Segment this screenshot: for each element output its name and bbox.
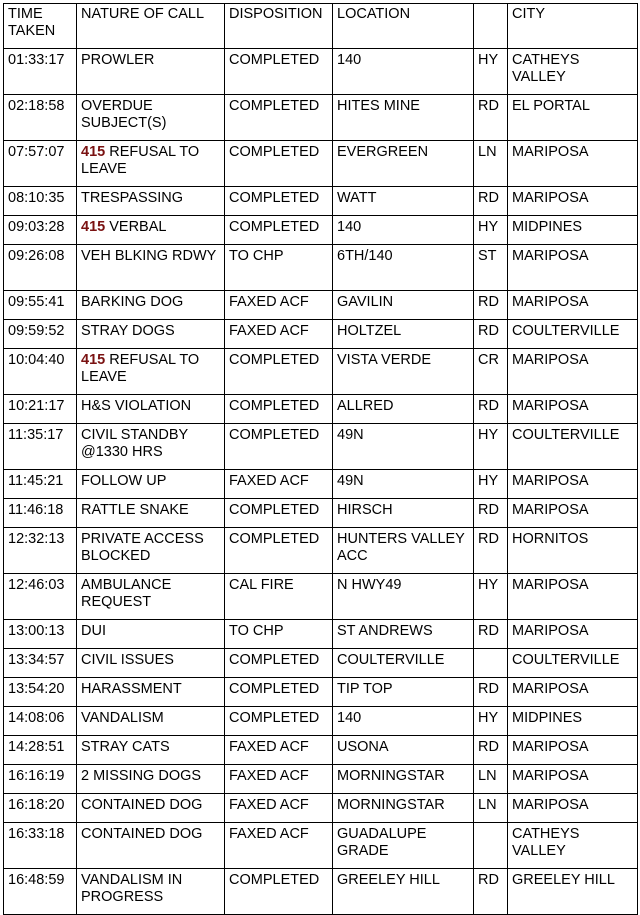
nature-text: DUI xyxy=(81,623,106,639)
cell-time-taken: 09:55:41 xyxy=(4,291,77,320)
table-row xyxy=(4,794,638,823)
cell-location: GREELEY HILL xyxy=(333,869,474,915)
cell-disposition: COMPLETED xyxy=(225,424,333,470)
cell-nature-of-call xyxy=(77,707,225,736)
penal-code: 415 xyxy=(81,219,106,235)
cell-street-suffix: RD xyxy=(474,499,508,528)
cell-city: GREELEY HILL xyxy=(508,869,638,915)
cell-street-suffix: HY xyxy=(474,574,508,620)
cell-nature-of-call xyxy=(77,49,225,95)
table-row xyxy=(4,649,638,678)
call-log-body xyxy=(4,49,638,915)
cell-nature-of-call xyxy=(77,470,225,499)
cell-street-suffix: HY xyxy=(474,707,508,736)
table-row xyxy=(4,736,638,765)
nature-text: VANDALISM IN PROGRESS xyxy=(81,872,183,905)
cell-disposition: COMPLETED xyxy=(225,707,333,736)
nature-text: STRAY CATS xyxy=(81,739,170,755)
table-row xyxy=(4,320,638,349)
cell-location: 140 xyxy=(333,707,474,736)
cell-street-suffix: RD xyxy=(474,869,508,915)
cell-nature-of-call xyxy=(77,291,225,320)
cell-location: EVERGREEN xyxy=(333,141,474,187)
cell-nature-of-call xyxy=(77,395,225,424)
cell-time-taken: 14:28:51 xyxy=(4,736,77,765)
cell-city: COULTERVILLE xyxy=(508,649,638,678)
cell-city: COULTERVILLE xyxy=(508,320,638,349)
cell-time-taken: 13:54:20 xyxy=(4,678,77,707)
cell-city: MARIPOSA xyxy=(508,736,638,765)
cell-nature-of-call xyxy=(77,320,225,349)
table-row xyxy=(4,216,638,245)
cell-city: COULTERVILLE xyxy=(508,424,638,470)
cell-location: ALLRED xyxy=(333,395,474,424)
penal-code: 415 xyxy=(81,144,106,160)
cell-disposition: COMPLETED xyxy=(225,649,333,678)
cell-disposition: COMPLETED xyxy=(225,187,333,216)
cell-city: MIDPINES xyxy=(508,216,638,245)
cell-time-taken: 09:59:52 xyxy=(4,320,77,349)
cell-street-suffix: RD xyxy=(474,320,508,349)
cell-nature-of-call xyxy=(77,95,225,141)
cell-location: HIRSCH xyxy=(333,499,474,528)
cell-time-taken: 01:33:17 xyxy=(4,49,77,95)
cell-disposition: COMPLETED xyxy=(225,678,333,707)
nature-text: RATTLE SNAKE xyxy=(81,502,189,518)
cell-location: 140 xyxy=(333,49,474,95)
cell-street-suffix: RD xyxy=(474,95,508,141)
cell-time-taken: 12:32:13 xyxy=(4,528,77,574)
cell-time-taken: 16:48:59 xyxy=(4,869,77,915)
cell-location: HUNTERS VALLEY ACC xyxy=(333,528,474,574)
cell-time-taken: 10:04:40 xyxy=(4,349,77,395)
cell-city: MARIPOSA xyxy=(508,499,638,528)
cell-nature-of-call xyxy=(77,499,225,528)
table-row xyxy=(4,678,638,707)
table-row xyxy=(4,349,638,395)
cell-nature-of-call xyxy=(77,245,225,291)
cell-city: CATHEYS VALLEY xyxy=(508,823,638,869)
cell-location: 49N xyxy=(333,470,474,499)
header-disposition: DISPOSITION xyxy=(225,4,333,49)
nature-text: BARKING DOG xyxy=(81,294,184,310)
nature-text: H&S VIOLATION xyxy=(81,398,192,414)
cell-street-suffix: RD xyxy=(474,620,508,649)
cell-time-taken: 13:34:57 xyxy=(4,649,77,678)
cell-disposition: FAXED ACF xyxy=(225,794,333,823)
cell-city: MARIPOSA xyxy=(508,245,638,291)
cell-location: 140 xyxy=(333,216,474,245)
cell-street-suffix: LN xyxy=(474,141,508,187)
cell-city: CATHEYS VALLEY xyxy=(508,49,638,95)
header-time-taken: TIME TAKEN xyxy=(4,4,77,49)
cell-location: TIP TOP xyxy=(333,678,474,707)
cell-city: MARIPOSA xyxy=(508,141,638,187)
cell-city: MARIPOSA xyxy=(508,187,638,216)
nature-text: OVERDUE SUBJECT(S) xyxy=(81,98,167,131)
cell-location: WATT xyxy=(333,187,474,216)
cell-disposition: FAXED ACF xyxy=(225,736,333,765)
table-row xyxy=(4,620,638,649)
cell-city: MARIPOSA xyxy=(508,794,638,823)
cell-street-suffix: RD xyxy=(474,528,508,574)
cell-location: 49N xyxy=(333,424,474,470)
cell-disposition: FAXED ACF xyxy=(225,823,333,869)
cell-location: VISTA VERDE xyxy=(333,349,474,395)
cell-time-taken: 09:26:08 xyxy=(4,245,77,291)
cell-disposition: COMPLETED xyxy=(225,49,333,95)
cell-disposition: FAXED ACF xyxy=(225,320,333,349)
cell-disposition: COMPLETED xyxy=(225,349,333,395)
cell-street-suffix: ST xyxy=(474,245,508,291)
nature-text: VANDALISM xyxy=(81,710,164,726)
cell-disposition: CAL FIRE xyxy=(225,574,333,620)
nature-text: CIVIL STANDBY @1330 HRS xyxy=(81,427,188,460)
cell-nature-of-call xyxy=(77,869,225,915)
cell-time-taken: 11:46:18 xyxy=(4,499,77,528)
cell-disposition: COMPLETED xyxy=(225,528,333,574)
table-row xyxy=(4,765,638,794)
cell-city: MIDPINES xyxy=(508,707,638,736)
table-row xyxy=(4,245,638,291)
cell-time-taken: 14:08:06 xyxy=(4,707,77,736)
header-city: CITY xyxy=(508,4,638,49)
cell-time-taken: 09:03:28 xyxy=(4,216,77,245)
cell-nature-of-call xyxy=(77,141,225,187)
cell-location: N HWY49 xyxy=(333,574,474,620)
nature-text: REFUSAL TO LEAVE xyxy=(81,144,200,177)
cell-city: MARIPOSA xyxy=(508,574,638,620)
nature-text: PRIVATE ACCESS BLOCKED xyxy=(81,531,204,564)
header-nature-of-call: NATURE OF CALL xyxy=(77,4,225,49)
cell-street-suffix: LN xyxy=(474,794,508,823)
cell-time-taken: 11:35:17 xyxy=(4,424,77,470)
nature-text: FOLLOW UP xyxy=(81,473,167,489)
cell-street-suffix xyxy=(474,823,508,869)
table-row xyxy=(4,528,638,574)
nature-text: TRESPASSING xyxy=(81,190,184,206)
cell-street-suffix: RD xyxy=(474,736,508,765)
penal-code: 415 xyxy=(81,352,106,368)
cell-street-suffix: RD xyxy=(474,187,508,216)
cell-disposition: TO CHP xyxy=(225,620,333,649)
nature-text: AMBULANCE REQUEST xyxy=(81,577,172,610)
cell-nature-of-call xyxy=(77,620,225,649)
cell-nature-of-call xyxy=(77,187,225,216)
table-row xyxy=(4,395,638,424)
cell-time-taken: 16:33:18 xyxy=(4,823,77,869)
nature-text: PROWLER xyxy=(81,52,155,68)
cell-location: MORNINGSTAR xyxy=(333,765,474,794)
cell-street-suffix: RD xyxy=(474,678,508,707)
cell-city: MARIPOSA xyxy=(508,291,638,320)
cell-disposition: FAXED ACF xyxy=(225,765,333,794)
cell-nature-of-call xyxy=(77,823,225,869)
nature-text: CONTAINED DOG xyxy=(81,826,203,842)
cell-nature-of-call xyxy=(77,765,225,794)
cell-nature-of-call xyxy=(77,574,225,620)
table-row xyxy=(4,95,638,141)
table-row xyxy=(4,499,638,528)
cell-location: USONA xyxy=(333,736,474,765)
nature-text: VERBAL xyxy=(109,219,167,235)
table-row xyxy=(4,823,638,869)
cell-city: MARIPOSA xyxy=(508,349,638,395)
cell-city: MARIPOSA xyxy=(508,678,638,707)
cell-location: HITES MINE xyxy=(333,95,474,141)
cell-location: GUADALUPE GRADE xyxy=(333,823,474,869)
cell-city: MARIPOSA xyxy=(508,395,638,424)
cell-disposition: COMPLETED xyxy=(225,141,333,187)
cell-city: EL PORTAL xyxy=(508,95,638,141)
table-row xyxy=(4,424,638,470)
table-row xyxy=(4,574,638,620)
cell-time-taken: 16:16:19 xyxy=(4,765,77,794)
cell-nature-of-call xyxy=(77,424,225,470)
cell-disposition: COMPLETED xyxy=(225,95,333,141)
cell-street-suffix: HY xyxy=(474,216,508,245)
table-row xyxy=(4,869,638,915)
cell-time-taken: 02:18:58 xyxy=(4,95,77,141)
cell-time-taken: 08:10:35 xyxy=(4,187,77,216)
header-location: LOCATION xyxy=(333,4,474,49)
cell-nature-of-call xyxy=(77,678,225,707)
cell-city: MARIPOSA xyxy=(508,765,638,794)
cell-city: MARIPOSA xyxy=(508,620,638,649)
cell-disposition: COMPLETED xyxy=(225,499,333,528)
cell-time-taken: 12:46:03 xyxy=(4,574,77,620)
nature-text: CONTAINED DOG xyxy=(81,797,203,813)
cell-disposition: FAXED ACF xyxy=(225,291,333,320)
cell-location: COULTERVILLE xyxy=(333,649,474,678)
table-row xyxy=(4,707,638,736)
cell-location: ST ANDREWS xyxy=(333,620,474,649)
cell-nature-of-call xyxy=(77,349,225,395)
call-log-table xyxy=(3,3,638,915)
table-row xyxy=(4,470,638,499)
cell-time-taken: 10:21:17 xyxy=(4,395,77,424)
cell-street-suffix xyxy=(474,649,508,678)
cell-disposition: COMPLETED xyxy=(225,216,333,245)
cell-disposition: FAXED ACF xyxy=(225,470,333,499)
cell-city: HORNITOS xyxy=(508,528,638,574)
cell-city: MARIPOSA xyxy=(508,470,638,499)
cell-street-suffix: CR xyxy=(474,349,508,395)
cell-nature-of-call xyxy=(77,794,225,823)
cell-street-suffix: RD xyxy=(474,395,508,424)
table-row xyxy=(4,291,638,320)
cell-time-taken: 13:00:13 xyxy=(4,620,77,649)
nature-text: STRAY DOGS xyxy=(81,323,175,339)
nature-text: VEH BLKING RDWY xyxy=(81,248,217,264)
cell-nature-of-call xyxy=(77,736,225,765)
header-street-suffix xyxy=(474,4,508,49)
cell-nature-of-call xyxy=(77,216,225,245)
cell-time-taken: 07:57:07 xyxy=(4,141,77,187)
cell-street-suffix: HY xyxy=(474,49,508,95)
cell-location: GAVILIN xyxy=(333,291,474,320)
cell-location: MORNINGSTAR xyxy=(333,794,474,823)
cell-time-taken: 11:45:21 xyxy=(4,470,77,499)
cell-location: HOLTZEL xyxy=(333,320,474,349)
cell-street-suffix: HY xyxy=(474,470,508,499)
cell-time-taken: 16:18:20 xyxy=(4,794,77,823)
nature-text: REFUSAL TO LEAVE xyxy=(81,352,200,385)
table-row xyxy=(4,141,638,187)
header-row xyxy=(4,4,638,49)
cell-disposition: TO CHP xyxy=(225,245,333,291)
cell-street-suffix: LN xyxy=(474,765,508,794)
cell-street-suffix: HY xyxy=(474,424,508,470)
table-row xyxy=(4,49,638,95)
cell-location: 6TH/140 xyxy=(333,245,474,291)
nature-text: HARASSMENT xyxy=(81,681,182,697)
nature-text: CIVIL ISSUES xyxy=(81,652,174,668)
cell-disposition: COMPLETED xyxy=(225,395,333,424)
cell-nature-of-call xyxy=(77,649,225,678)
cell-nature-of-call xyxy=(77,528,225,574)
table-row xyxy=(4,187,638,216)
cell-disposition: COMPLETED xyxy=(225,869,333,915)
cell-street-suffix: RD xyxy=(474,291,508,320)
nature-text: 2 MISSING DOGS xyxy=(81,768,202,784)
